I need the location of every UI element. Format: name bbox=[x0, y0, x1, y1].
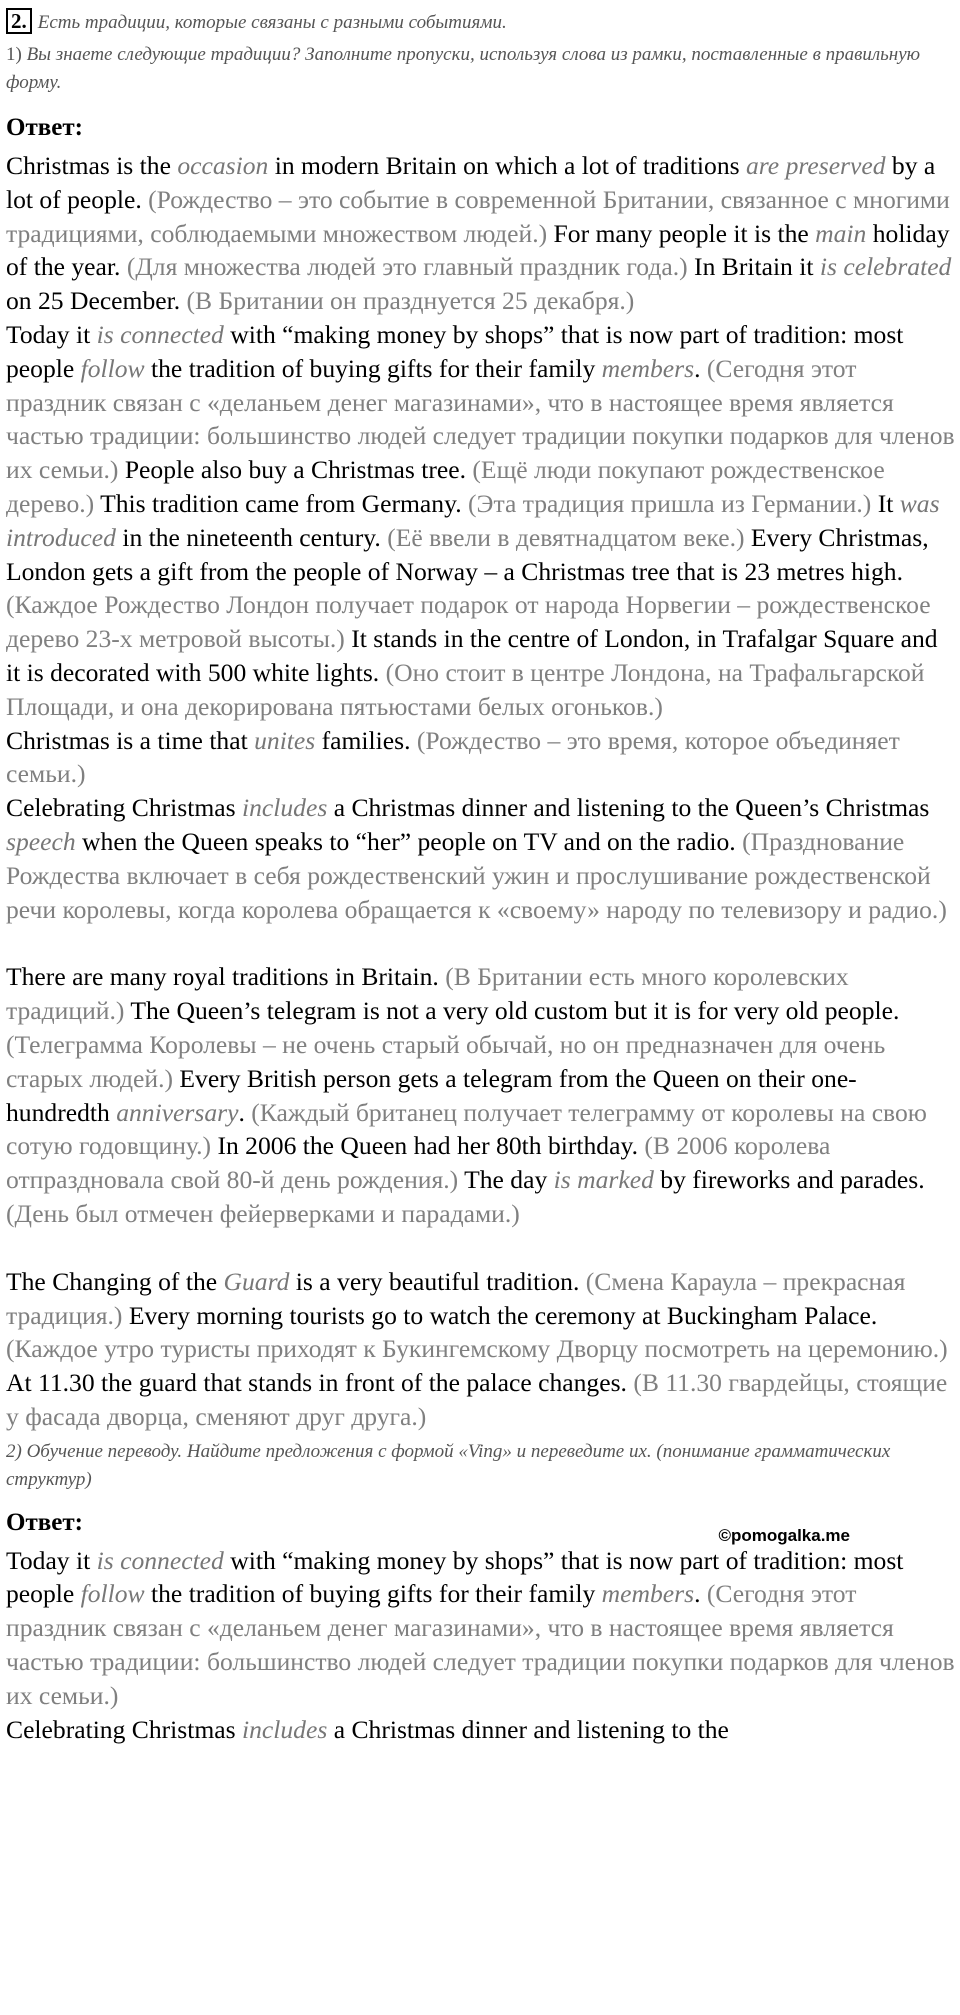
text-segment: . bbox=[694, 1579, 707, 1609]
translation: (Сегодня этот праздник связан с «деланьем денег магазинами», что в настоящее время является частью традиции: большинство людей следует традиции покупки подарков для членов их семьи.) bbox=[6, 353, 955, 485]
text-segment: . bbox=[694, 353, 707, 383]
text-segment: holiday of the year. bbox=[6, 218, 950, 282]
text-segment: At 11.30 the guard that stands in front of the palace changes. bbox=[6, 1368, 634, 1398]
translation: (Каждое утро туристы приходят к Букингемскому Дворцу посмотреть на церемонию.) bbox=[6, 1334, 948, 1364]
text-segment: Every morning tourists go to watch the ceremony at Buckingham Palace. bbox=[122, 1300, 878, 1330]
text-segment: Celebrating Christmas bbox=[6, 1714, 242, 1744]
answer-text bbox=[6, 149, 958, 1434]
text-segment: Celebrating Christmas bbox=[6, 793, 242, 823]
text-segment: with “making money by shops” that is now part of tradition: most people bbox=[6, 319, 904, 383]
text-segment: by fireworks and parades. bbox=[653, 1165, 925, 1195]
paragraph-christmas-occasion bbox=[6, 149, 958, 318]
text-segment: Today it bbox=[6, 1545, 97, 1575]
text-segment: In Britain it bbox=[687, 252, 820, 282]
translation: (Эта традиция пришла из Германии.) bbox=[468, 488, 872, 518]
filled-word: follow bbox=[80, 353, 145, 383]
translation: (В Британии есть много королевских традиций.) bbox=[6, 962, 849, 1026]
answer-2-text bbox=[6, 1544, 958, 1747]
translation: (Оно стоит в центре Лондона, на Трафальгарской Площади, и она декорирована пятьюстами белых огоньков.) bbox=[6, 657, 925, 721]
translation: (День был отмечен фейерверками и парадами.) bbox=[6, 1198, 520, 1228]
translation: (Телеграмма Королевы – не очень старый обычай, но он предназначен для очень старых людей.) bbox=[6, 1029, 886, 1093]
text-segment: in modern Britain on which a lot of traditions bbox=[268, 151, 746, 180]
text-segment: a Christmas dinner and listening to the bbox=[327, 1714, 729, 1744]
filled-word: was introduced bbox=[6, 488, 940, 552]
answer-label: Ответ: bbox=[6, 114, 83, 141]
filled-word: unites bbox=[254, 725, 316, 755]
paragraph-celebrating-repeat bbox=[6, 1713, 958, 1747]
text-segment: is a very beautiful tradition. bbox=[289, 1266, 586, 1296]
text-segment: In 2006 the Queen had her 80th birthday. bbox=[211, 1131, 645, 1161]
filled-word: includes bbox=[242, 793, 328, 823]
text-segment: The Queen’s telegram is not a very old custom but it is for very old people. bbox=[124, 996, 900, 1026]
translation: (В Британии он празднуется 25 декабря.) bbox=[186, 286, 635, 316]
task-number: 2. bbox=[6, 8, 32, 34]
text-segment: in the nineteenth century. bbox=[115, 522, 388, 552]
text-segment: This tradition came from Germany. bbox=[94, 488, 469, 518]
text-segment: families. bbox=[315, 725, 417, 755]
translation: (Ещё люди покупают рождественское дерево.) bbox=[6, 455, 885, 518]
text-segment: Every British person gets a telegram from the Queen on their one-hundredth bbox=[6, 1063, 857, 1127]
text-segment: on 25 December. bbox=[6, 286, 187, 316]
translation: (Каждое Рождество Лондон получает подарок от народа Норвегии – рождественское дерево 23-х метровой высоты.) bbox=[6, 590, 931, 654]
filled-word: is celebrated bbox=[819, 252, 952, 282]
filled-word: is connected bbox=[96, 319, 224, 349]
subtask-1-text: Вы знаете следующие традиции? Заполните пропуски, используя слова из рамки, поставленные в правильную форму. bbox=[6, 44, 921, 93]
translation: (Празднование Рождества включает в себя рождественский ужин и прослушивание рождественской речи королевы, когда королева обращается к «своему» народу по телевизору и радио.) bbox=[6, 826, 947, 924]
translation: (Каждый британец получает телеграмму от королевы на свою сотую годовщину.) bbox=[6, 1097, 927, 1161]
filled-word: is connected bbox=[96, 1545, 224, 1575]
text-segment: . bbox=[238, 1097, 252, 1127]
text-segment: The Changing of the bbox=[6, 1266, 224, 1296]
filled-word: anniversary bbox=[116, 1097, 239, 1127]
task-title: Есть традиции, которые связаны с разными событиями. bbox=[37, 12, 507, 33]
text-segment: Christmas is the bbox=[6, 151, 178, 180]
text-segment: by a lot of people. bbox=[6, 151, 936, 214]
filled-word: includes bbox=[242, 1714, 328, 1744]
filled-word: members bbox=[601, 353, 695, 383]
watermark: ©pomogalka.me bbox=[718, 1525, 850, 1545]
paragraph-changing-guard bbox=[6, 1265, 958, 1434]
answer-label-2: Ответ: bbox=[6, 1508, 83, 1536]
filled-word: speech bbox=[6, 826, 76, 856]
filled-word: is marked bbox=[553, 1165, 654, 1195]
text-segment: It stands in the centre of London, in Trafalgar Square and it is decorated with 500 white lights. bbox=[6, 624, 938, 687]
text-segment: For many people it is the bbox=[547, 218, 816, 248]
filled-word: main bbox=[815, 218, 867, 248]
translation: (Сегодня этот праздник связан с «деланьем денег магазинами», что в настоящее время является частью традиции: большинство людей следует традиции покупки подарков для членов их семьи.) bbox=[6, 1579, 955, 1710]
text-segment: Today it bbox=[6, 319, 97, 349]
text-segment: There are many royal traditions in Britain. bbox=[6, 962, 446, 992]
filled-word: occasion bbox=[177, 151, 269, 180]
task-header bbox=[6, 8, 960, 35]
text-segment: The day bbox=[458, 1165, 554, 1195]
translation: (Рождество – это событие в современной Британии, связанное с многими традициями, соблюдаемыми множеством людей.) bbox=[6, 184, 950, 248]
paragraph-today bbox=[6, 318, 958, 724]
text-segment: when the Queen speaks to “her” people on TV and on the radio. bbox=[75, 826, 743, 856]
text-segment: with “making money by shops” that is now part of tradition: most people bbox=[6, 1545, 904, 1609]
translation: (Смена Караула – прекрасная традиция.) bbox=[6, 1266, 906, 1330]
translation: (Рождество – это время, которое объединяет семьи.) bbox=[6, 725, 900, 789]
translation: (Для множества людей это главный праздник года.) bbox=[126, 252, 688, 282]
paragraph-today-repeat bbox=[6, 1544, 958, 1713]
text-segment: the tradition of buying gifts for their family bbox=[144, 353, 602, 383]
subtask-1-instruction bbox=[6, 41, 936, 97]
text-segment: a Christmas dinner and listening to the Queen’s Christmas bbox=[327, 793, 930, 823]
text-segment: Christmas is a time that bbox=[6, 725, 255, 755]
text-segment: People also buy a Christmas tree. bbox=[118, 455, 473, 485]
text-segment: the tradition of buying gifts for their family bbox=[144, 1579, 602, 1609]
paragraph-unites bbox=[6, 724, 958, 792]
filled-word: Guard bbox=[223, 1266, 290, 1296]
filled-word: members bbox=[601, 1579, 695, 1609]
subtask-2-instruction: 2) Обучение переводу. Найдите предложения с формой «Ving» и переведите их. (понимание грамматических структур) bbox=[6, 1440, 891, 1490]
translation: (В 11.30 гвардейцы, стоящие у фасада дворца, сменяют друг друга.) bbox=[6, 1368, 948, 1431]
text-segment: It bbox=[871, 488, 900, 518]
answer-2-row bbox=[6, 1508, 960, 1545]
paragraph-celebrating bbox=[6, 791, 958, 926]
translation: (В 2006 королева отпраздновала свой 80-й день рождения.) bbox=[6, 1131, 831, 1195]
paragraph-royal-traditions bbox=[6, 960, 958, 1230]
text-segment: Every Christmas, London gets a gift from the people of Norway – a Christmas tree that is 23 metres high. bbox=[6, 522, 929, 586]
filled-word: follow bbox=[80, 1579, 145, 1609]
paragraph-gap bbox=[6, 1231, 958, 1265]
subtask-1-number: 1) bbox=[6, 44, 22, 65]
translation: (Её ввели в девятнадцатом веке.) bbox=[387, 522, 745, 552]
filled-word: are preserved bbox=[746, 151, 886, 180]
paragraph-gap bbox=[6, 926, 958, 960]
